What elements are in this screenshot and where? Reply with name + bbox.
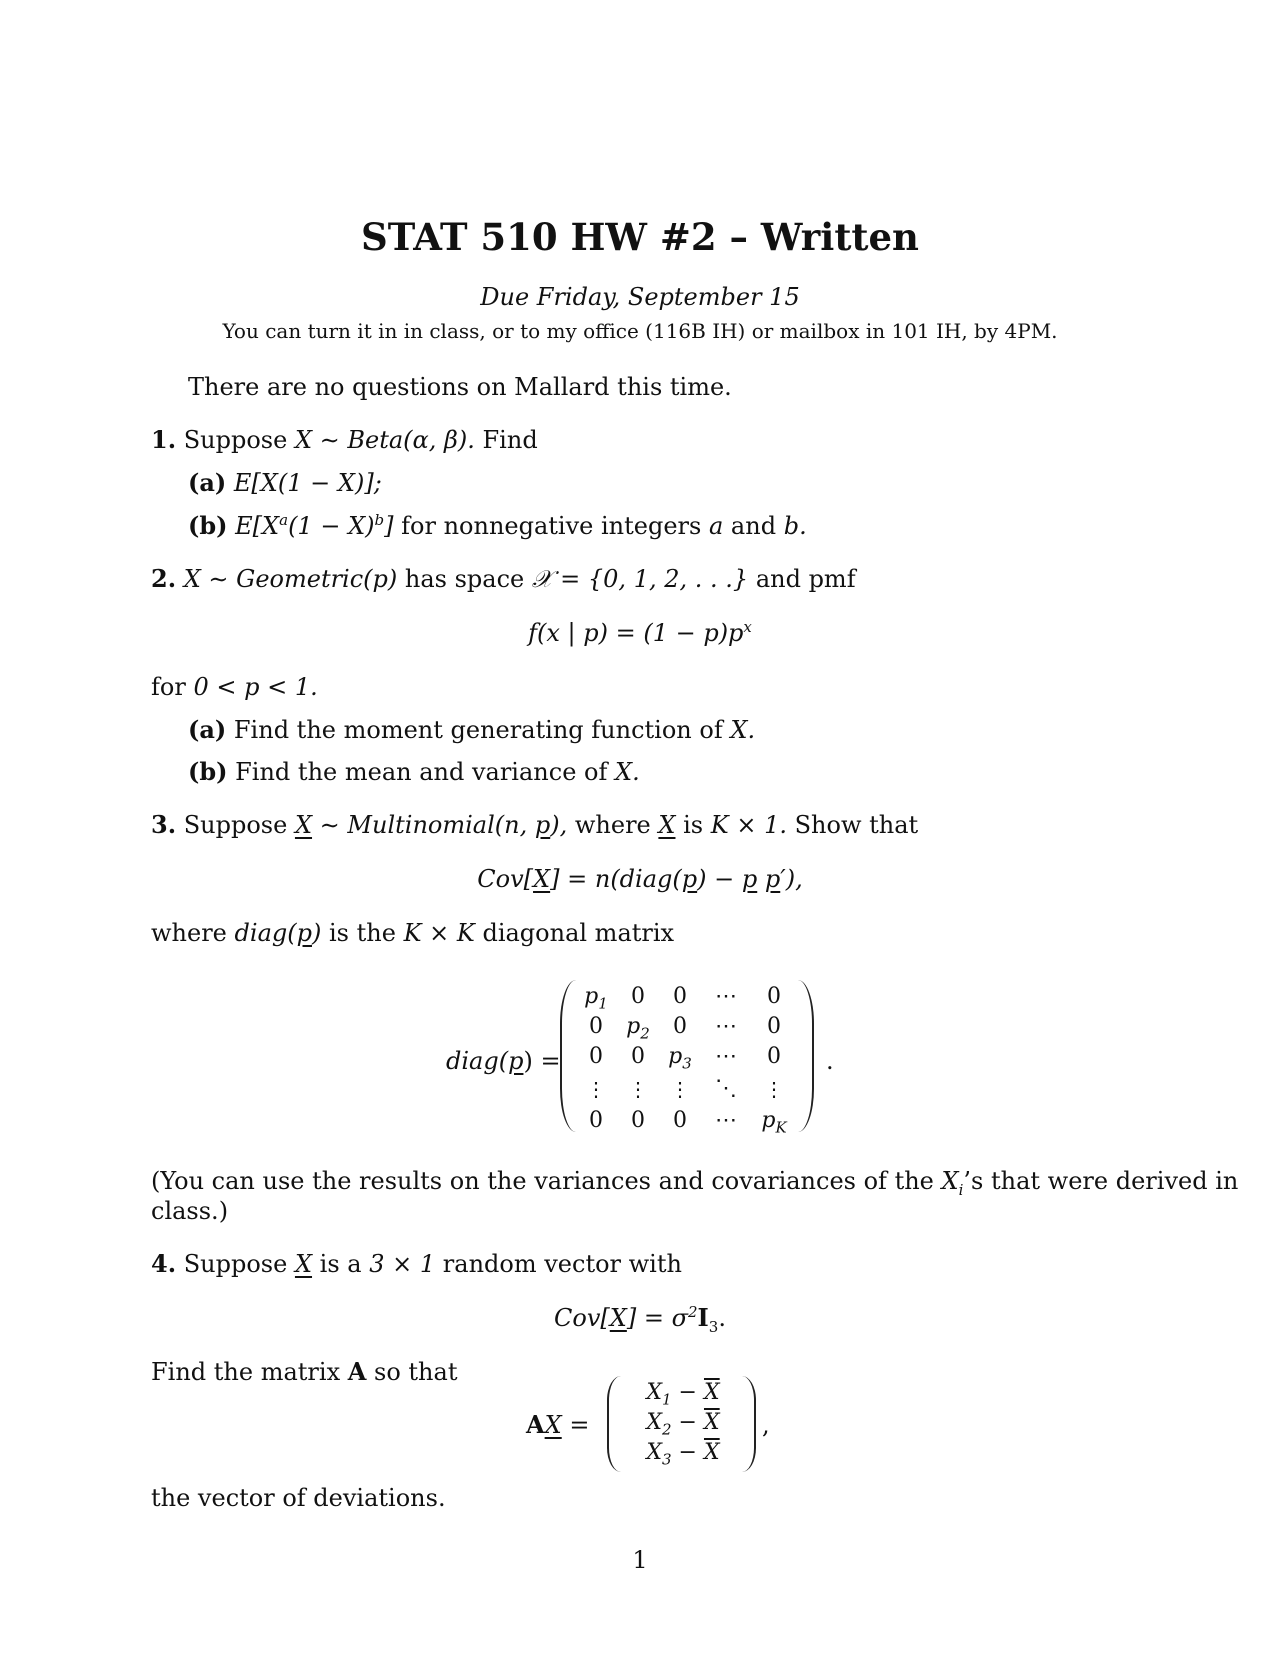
matrix-left-paren bbox=[560, 980, 576, 1132]
q4-lhs: AX = bbox=[526, 1410, 590, 1439]
q2-math: X ∼ Geometric(p) bbox=[183, 565, 398, 593]
q2-text: has space bbox=[404, 565, 525, 593]
matrix-cell: 0 bbox=[673, 1108, 687, 1133]
q1b-text-2: and bbox=[730, 512, 777, 540]
q2-part-a: (a) Find the moment generating function of X. bbox=[188, 715, 756, 744]
q4-closing: the vector of deviations. bbox=[151, 1484, 446, 1512]
q1b-math: $E[X^a(1 - X)^b]$ bbox=[235, 511, 394, 540]
deviation-row-2: $X_2 - \overline{X}$ bbox=[646, 1410, 720, 1439]
vector-comma: , bbox=[762, 1411, 770, 1439]
q3-where: where diag(p) is the K × K diagonal matrix bbox=[151, 919, 675, 947]
matrix-cell: 0 bbox=[767, 984, 781, 1009]
matrix-cell: ⋮ bbox=[764, 1077, 784, 1101]
matrix-cell: ⋮ bbox=[628, 1077, 648, 1101]
matrix-cell: ⋯ bbox=[715, 1044, 737, 1069]
matrix-cell: 0 bbox=[631, 984, 645, 1009]
matrix-cell: ⋱ bbox=[715, 1076, 737, 1101]
matrix-right-paren bbox=[798, 980, 814, 1132]
q1-text-2: Find bbox=[482, 426, 538, 454]
question-1 bbox=[151, 425, 538, 455]
matrix-cell: ⋮ bbox=[670, 1077, 690, 1101]
matrix-cell: 0 bbox=[589, 1044, 603, 1069]
matrix-cell: ⋯ bbox=[715, 1014, 737, 1039]
q1b-var-b: b. bbox=[783, 512, 807, 540]
page-title: STAT 510 HW #2 – Written bbox=[361, 215, 919, 259]
matrix-cell: 0 bbox=[673, 984, 687, 1009]
q3-cov-equation: Cov[X] = n(diag(p) − p p′), bbox=[477, 865, 803, 893]
q1b-label: (b) bbox=[188, 511, 228, 540]
matrix-cell: ⋮ bbox=[586, 1077, 606, 1101]
question-3: 3. Suppose X ∼ Multinomial(n, p), where X is K × 1. Show that bbox=[151, 810, 919, 839]
matrix-cell: 0 bbox=[631, 1108, 645, 1133]
matrix-cell: 0 bbox=[589, 1014, 603, 1039]
matrix-cell: $p_K$ bbox=[761, 1108, 787, 1137]
matrix-cell: ⋯ bbox=[715, 1108, 737, 1133]
matrix-cell: 0 bbox=[767, 1014, 781, 1039]
deviation-row-1: $X_1 - \overline{X}$ bbox=[646, 1380, 720, 1409]
matrix-cell: 0 bbox=[631, 1044, 645, 1069]
matrix-cell: $p_3$ bbox=[668, 1044, 692, 1073]
q1-math: X ∼ Beta(α, β). bbox=[294, 426, 475, 454]
q2-text-2: and pmf bbox=[755, 565, 856, 593]
q1a-label: (a) bbox=[188, 468, 227, 497]
matrix-period: . bbox=[826, 1047, 834, 1075]
vector-right-paren bbox=[742, 1376, 756, 1472]
q2-condition: for 0 < p < 1. bbox=[151, 673, 318, 701]
q1-number: 1. bbox=[151, 425, 177, 454]
page-number: 1 bbox=[632, 1546, 648, 1574]
turn-in-note: You can turn it in in class, or to my office (116B IH) or mailbox in 101 IH, by 4PM. bbox=[222, 319, 1058, 343]
q2-space: 𝒳 = {0, 1, 2, . . .} bbox=[531, 565, 749, 593]
matrix-cell: 0 bbox=[589, 1108, 603, 1133]
q3-note: (You can use the results on the variances and covariances of the $X_i’s$ that were derived in bbox=[151, 1167, 1239, 1199]
matrix-cell: $p_2$ bbox=[626, 1014, 650, 1043]
vector-left-paren bbox=[607, 1376, 621, 1472]
matrix-cell: $p_1$ bbox=[584, 984, 608, 1013]
matrix-cell: ⋯ bbox=[715, 984, 737, 1009]
due-date: Due Friday, September 15 bbox=[480, 283, 800, 311]
deviation-row-3: $X_3 - \overline{X}$ bbox=[646, 1440, 720, 1469]
matrix-cell: 0 bbox=[767, 1044, 781, 1069]
q3-note-2: class.) bbox=[151, 1197, 229, 1225]
q4-find: Find the matrix A so that bbox=[151, 1357, 458, 1386]
q1b-text: for nonnegative integers bbox=[401, 512, 702, 540]
q1a-math: E[X(1 − X)]; bbox=[233, 469, 382, 497]
q1-text: Suppose bbox=[183, 426, 288, 454]
q2-number: 2. bbox=[151, 564, 177, 593]
question-2 bbox=[151, 564, 856, 594]
deviation-vector bbox=[624, 1378, 742, 1468]
diag-lhs: diag(p) = bbox=[446, 1047, 561, 1075]
q1b-var-a: a bbox=[708, 512, 724, 540]
q2-part-b: (b) Find the mean and variance of X. bbox=[188, 757, 640, 786]
matrix-cell: 0 bbox=[673, 1014, 687, 1039]
q1-part-b bbox=[188, 511, 807, 541]
q4-cov-equation: $Cov[X] = \sigma^2I_3$. bbox=[554, 1303, 726, 1336]
q1-part-a bbox=[188, 468, 382, 498]
q2-pmf: f(x | $p) = (1 - p)p^x$ bbox=[528, 618, 752, 647]
question-4: 4. Suppose X is a 3 × 1 random vector with bbox=[151, 1249, 682, 1278]
intro-text: There are no questions on Mallard this time. bbox=[188, 373, 732, 401]
